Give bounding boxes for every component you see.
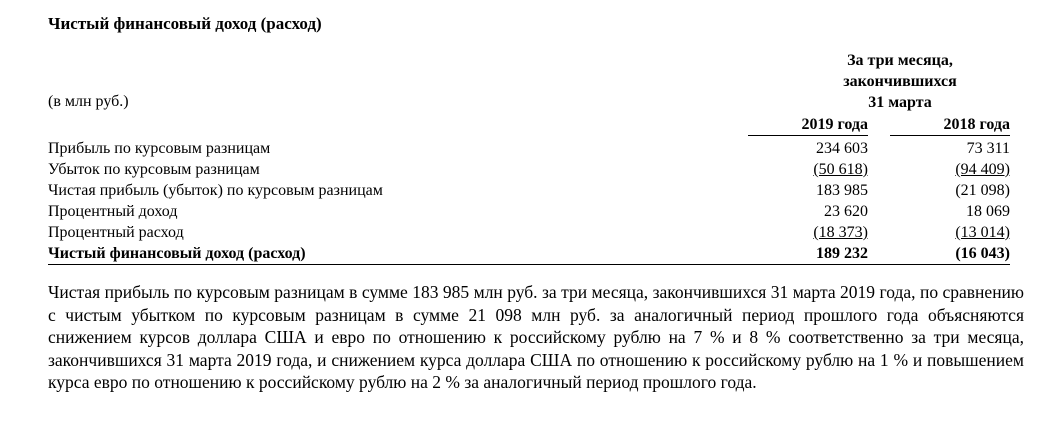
period-header — [790, 50, 1010, 113]
row-label: Прибыль по курсовым разницам — [48, 140, 271, 157]
value-2018: 18 069 — [966, 203, 1010, 220]
value-2019: 23 620 — [824, 203, 868, 220]
value-2019: 183 985 — [816, 182, 868, 199]
table-row — [48, 222, 1010, 243]
year-headers — [48, 116, 1010, 136]
table-row — [48, 201, 1010, 222]
value-2018: (13 014) — [955, 224, 1010, 241]
value-2019: 234 603 — [816, 140, 868, 157]
table-row-total — [48, 243, 1010, 265]
row-label: Убыток по курсовым разницам — [48, 161, 260, 178]
table-row — [48, 138, 1010, 159]
period-header-line3: 31 марта — [868, 94, 932, 111]
row-label: Чистая прибыль (убыток) по курсовым разницам — [48, 182, 383, 199]
value-2019: (18 373) — [813, 224, 868, 241]
row-label: Процентный доход — [48, 203, 178, 220]
section-title: Чистый финансовый доход (расход) — [48, 14, 322, 33]
row-label: Чистый финансовый доход (расход) — [48, 243, 748, 265]
year-2019-header: 2019 года — [748, 116, 868, 136]
value-2018: 73 311 — [966, 140, 1010, 157]
table-row — [48, 159, 1010, 180]
value-2018: (16 043) — [890, 243, 1010, 265]
period-header-line1: За три месяца, — [847, 52, 953, 69]
year-2018-header: 2018 года — [890, 116, 1010, 136]
value-2018: (21 098) — [955, 182, 1010, 199]
value-2019: (50 618) — [813, 161, 868, 178]
period-header-line2: закончившихся — [843, 73, 957, 90]
financial-table — [48, 138, 1010, 265]
value-2019: 189 232 — [748, 243, 868, 265]
explanatory-paragraph: Чистая прибыль по курсовым разницам в сумме 183 985 млн руб. за три месяца, закончившихся 31 марта 2019 года, по сравнению с чистым убытком по курсовым разницам в сумме 21 098 млн руб. за аналогичный период прошлого года объясняются снижением курсов доллара США и евро по отношению к российскому рублю на 7 % и 8 % соответственно за три месяца, закончившихся 31 марта 2019 года, и снижением курса доллара США по отношению к российскому рублю на 1 % и повышением курса евро по отношению к российскому рублю на 2 % за аналогичный период прошлого года. — [48, 282, 1024, 392]
row-label: Процентный расход — [48, 224, 184, 241]
value-2018: (94 409) — [955, 161, 1010, 178]
units-label: (в млн руб.) — [48, 93, 129, 110]
table-row — [48, 180, 1010, 201]
